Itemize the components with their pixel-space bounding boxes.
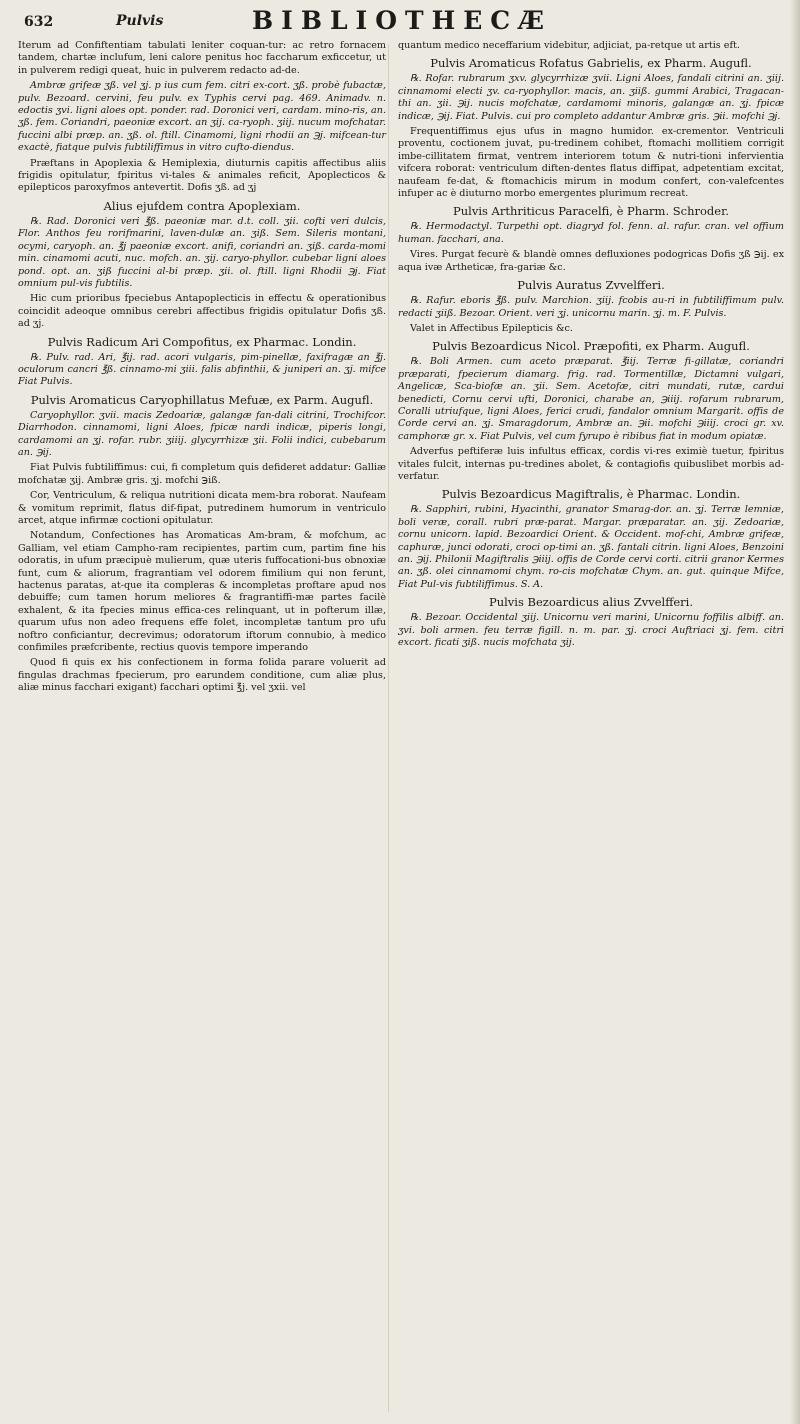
recipe-paragraph: ℞. Pulv. rad. Ari, ℥ij. rad. acori vulgaris, pim-pinellæ, faxifragæ an ℥j. oculorum cancri ℥ß. cinnamo-mi ʒiii. falis abfinthii, & juniperi an. ʒj. mifce Fiat Pulvis. bbox=[18, 351, 386, 388]
recipe-paragraph: Ambræ grifeæ ʒß. vel ʒj. p ius cum fem. citri ex-cort. ʒß. probè fubactæ, pulv. Bezoard. cervini, feu pulv. ex Typhis cervi pag. 469. Animadv. n. edoctis ʒvi. ligni aloes opt. ponder. rad. Doronici veri, cardam. mino-ris, an. ʒß. fem. Coriandri, paeoniæ excort. an ʒij. ca-ryoph. ʒiij. nucum mofchatar. fuccini albi præp. an. ʒß. ol. ftill. Cinamomi, ligni rhodii an ℈j. mifcean-tur exactè, fiatque pulvis fubtiliffimus in vitro cufto-diendus. bbox=[18, 80, 386, 154]
body-paragraph: Præftans in Apoplexia & Hemiplexia, diuturnis capitis affectibus aliis frigidis opitulatur, fpiritus vi-tales & animales reficit, Apoplecticos & epilepticos paroxyfmos antevertit. Dofis ʒß. ad ʒj bbox=[18, 157, 386, 194]
recipe-paragraph: ℞. Rafur. eboris ℥ß. pulv. Marchion. ʒiij. fcobis au-ri in fubtiliffimum pulv. redacti ʒiiß. Bezoar. Orient. veri ʒj. unicornu marin. ʒj. m. F. Pulvis. bbox=[398, 295, 784, 319]
section-heading: Pulvis Bezoardicus alius Zvvelfferi. bbox=[488, 595, 694, 610]
body-paragraph: quantum medico neceffarium videbitur, adjiciat, pa-retque ut artis eft. bbox=[398, 40, 740, 51]
body-paragraph: Valet in Affectibus Epilepticis &c. bbox=[410, 322, 573, 334]
recipe-paragraph: ℞. Rofar. rubrarum ʒxv. glycyrrhizæ ʒvii. Ligni Aloes, fandali citrini an. ʒiij. cinnamomi electi ʒv. ca-ryophyllor. macis, an. ʒiiß. gummi Arabici, Tragacan-thi an. ʒii. ℈ij. nucis mofchatæ, cardamomi minoris, galangæ an. ʒj. fpicæ indicæ, ℈ij. Fiat. Pulvis. cui pro completo addantur Ambræ gris. ℈ii. mofchi ℈j. bbox=[398, 73, 784, 122]
body-paragraph: Fiat Pulvis fubtiliffimus: cui, fi completum quis defideret addatur: Galliæ mofchatæ ʒij. Ambræ gris. ʒj. mofchi ℈iß. bbox=[18, 462, 386, 486]
body-paragraph: Vires. Purgat fecurè & blandè omnes defluxiones podogricas Dofis ʒß ℈ij. ex aqua ivæ Artheticæ, fra-gariæ &c. bbox=[398, 249, 784, 273]
body-paragraph: Frequentiffimus ejus ufus in magno humidor. ex-crementor. Ventriculi proventu, coctionem juvat, pu-tredinem cohibet, ftomachi mollitiem corrigit imbe-cillitatem firmat, ventrem interiorem totum & nutri-tioni infervientia vifcera roborat: ventriculum diften-dentes flatus diffipat, adpetentiam excitat, naufeam fe-dat, & ftomachicis mirum in modum confert, con-valefcentes infuper ac è diuturno morbo emergentes plurimum recreat. bbox=[398, 126, 784, 200]
recipe-paragraph: ℞. Bezoar. Occidental ʒiij. Unicornu veri marini, Unicornu foffilis albiff. an. ʒvi. boli armen. feu terræ figill. n. m. par. ʒj. croci Auftriaci ʒj. fem. citri excort. ficati ʒiß. nucis mofchata ʒij. bbox=[398, 612, 784, 649]
body-paragraph: Notandum, Confectiones has Aromaticas Am-bram, & mofchum, ac Galliam, vel etiam Campho-ram recipientes, partim cum, partim fine his odoratis, in ufum præcipuè mulierum, quæ uteris fuffocationi-bus obnoxiæ funt, cum & aliorum, fragrantiam vel odorem fimilium qui non ferunt, hactenus paratas, at-que ita compleras & incompletas proftare apud nos debuiffe; cum tamen horum meliores & fragrantiffi-mæ partes facilè exhalent, & ita fpecies minus effica-ces relinquant, ut in pofterum illæ, quarum ufus non adeo frequens effe folet, incompletæ tantum pro ufu noftro conficiantur, decrevimus; odoratorum iftorum connubio, à medico confimiles præfcribente, rectius quovis tempore imperando bbox=[18, 530, 386, 654]
page-edge-shadow bbox=[790, 0, 800, 1424]
left-column bbox=[18, 40, 386, 698]
running-head: Pulvis bbox=[116, 13, 164, 29]
page-header bbox=[0, 0, 800, 40]
recipe-paragraph: Caryophyllor. ʒvii. macis Zedoariæ, galangæ fan-dali citrini, Trochifcor. Diarrhodon. cinnamomi, ligni Aloes, fpicæ nardi indicæ, piperis longi, cardamomi an ʒj. rofar. rubr. ʒiiij. glycyrrhizæ ʒii. Folii indici, cubebarum an. ℈ij. bbox=[18, 409, 386, 458]
section-heading: Alius ejufdem contra Apoplexiam. bbox=[103, 198, 301, 213]
page-number: 632 bbox=[24, 14, 54, 30]
section-heading: Pulvis Bezoardicus Nicol. Præpofiti, ex Pharm. Augufl. bbox=[432, 339, 750, 354]
recipe-paragraph: ℞. Sapphiri, rubini, Hyacinthi, granator Smarag-dor. an. ʒj. Terræ lemniæ, boli veræ, corall. rubri præ-parat. Margar. præparatar. an. ʒij. Zedoariæ, cornu unicorn. lapid. Bezoardici Orient. & Occident. mof-chi, Ambræ grifeæ, caphuræ, junci odorati, croci op-timi an. ʒß. fantali citrin. ligni Aloes, Benzoini an. ℈ij. Philonii Magiftralis ℈iiij. offis de Corde cervi corti. citrii granor Kermes an. ʒß. olei cinnamomi chym. ro-cis mofchatæ Chym. an. gut. quinque Mifce, Fiat Pul-vis fubtiliffimus. S. A. bbox=[398, 504, 784, 590]
body-paragraph: Cor, Ventriculum, & reliqua nutritioni dicata mem-bra roborat. Naufeam & vomitum reprimit, flatus dif-fipat, putredinem humorum in ventriculo arcet, atque infirmæ coctioni opitulatur. bbox=[18, 490, 386, 526]
section-heading: Pulvis Auratus Zvvelfferi. bbox=[517, 278, 665, 293]
body-paragraph: Adverfus peftiferæ luis infultus efficax, cordis vi-res eximiè tuetur, fpiritus vitales fulcit, internas pu-tredines abolet, & contagiofis quibuslibet morbis ad-verfatur. bbox=[398, 446, 784, 482]
section-heading: Pulvis Bezoardicus Magiftralis, è Pharmac. Londin. bbox=[441, 487, 741, 502]
body-paragraph: Quod fi quis ex his confectionem in forma folida parare voluerit ad fingulas drachmas fpecierum, pro earundem conditione, cum aliæ plus, aliæ minus facchari exigant) facchari optimi ℥j. vel ʒxii. vel bbox=[18, 657, 386, 694]
body-paragraph: Hic cum prioribus fpeciebus Antapoplecticis in effectu & operationibus coincidit adeoque omnibus cerebri affectibus frigidis opitulatur Dofis ʒß. ad ʒj. bbox=[18, 293, 386, 330]
section-heading: Pulvis Arthriticus Paracelfi, è Pharm. Schroder. bbox=[453, 204, 729, 219]
book-title: BIBLIOTHECÆ bbox=[252, 6, 553, 35]
column-divider bbox=[388, 44, 389, 1412]
section-heading: Pulvis Radicum Ari Compofitus, ex Pharmac. Londin. bbox=[47, 334, 357, 349]
recipe-paragraph: ℞. Hermodactyl. Turpethi opt. diagryd fol. fenn. al. rafur. cran. vel offium human. facchari, ana. bbox=[398, 221, 784, 245]
body-paragraph: Iterum ad Confiftentiam tabulati leniter coquan-tur: ac retro fornacem tandem, chartæ inclufum, leni calore penitus hoc faccharum exficcetur, ut in pulverem redigi queat, huic in pulverem redacto ad-de. bbox=[18, 40, 386, 76]
recipe-paragraph: ℞. Boli Armen. cum aceto præparat. ℥iij. Terræ fi-gillatæ, coriandri præparati, fpecierum diamarg. frig. rad. Tormentillæ, Dictamni vulgari, Angelicæ, Sca-biofæ an. ʒii. Sem. Acetofæ, citri mundati, rutæ, cardui benedicti, Cornu cervi ufti, Doronici, charabe an, ℈iiij. rofarum rubrarum, Coralli utriufque, ligni Aloes, ferici crudi, fandalor omnium Margarit. offis de Corde cervi an. ʒj. Smaragdorum, Ambræ an. ℈ii. mofchi ℈iiij. croci gr. xv. camphoræ gr. x. Fiat Pulvis, vel cum fyrupo è ribibus fiat in modum opiatæ. bbox=[398, 356, 784, 442]
right-column bbox=[398, 40, 784, 652]
recipe-paragraph: ℞. Rad. Doronici veri ℥ß. paeoniæ mar. d.t. coll. ʒii. cofti veri dulcis, Flor. Anthos feu rorifmarini, laven-dulæ an. ʒiß. Sem. Sileris montani, ocymi, caryoph. an. ℥j paeoniæ excort. anifi, coriandri an. ʒiß. carda-momi min. cinamomi acuti, nuc. mofch. an. ʒij. caryo-phyllor. cubebar ligni aloes pond. opt. an. ʒiß fuccini al-bi præp. ʒii. ol. ftill. ligni Rhodii ℈j. Fiat omnium pul-vis fubtilis. bbox=[18, 215, 386, 289]
section-heading: Pulvis Aromaticus Rofatus Gabrielis, ex Pharm. Augufl. bbox=[430, 56, 752, 71]
section-heading: Pulvis Aromaticus Caryophillatus Mefuæ, ex Parm. Augufl. bbox=[30, 392, 374, 407]
